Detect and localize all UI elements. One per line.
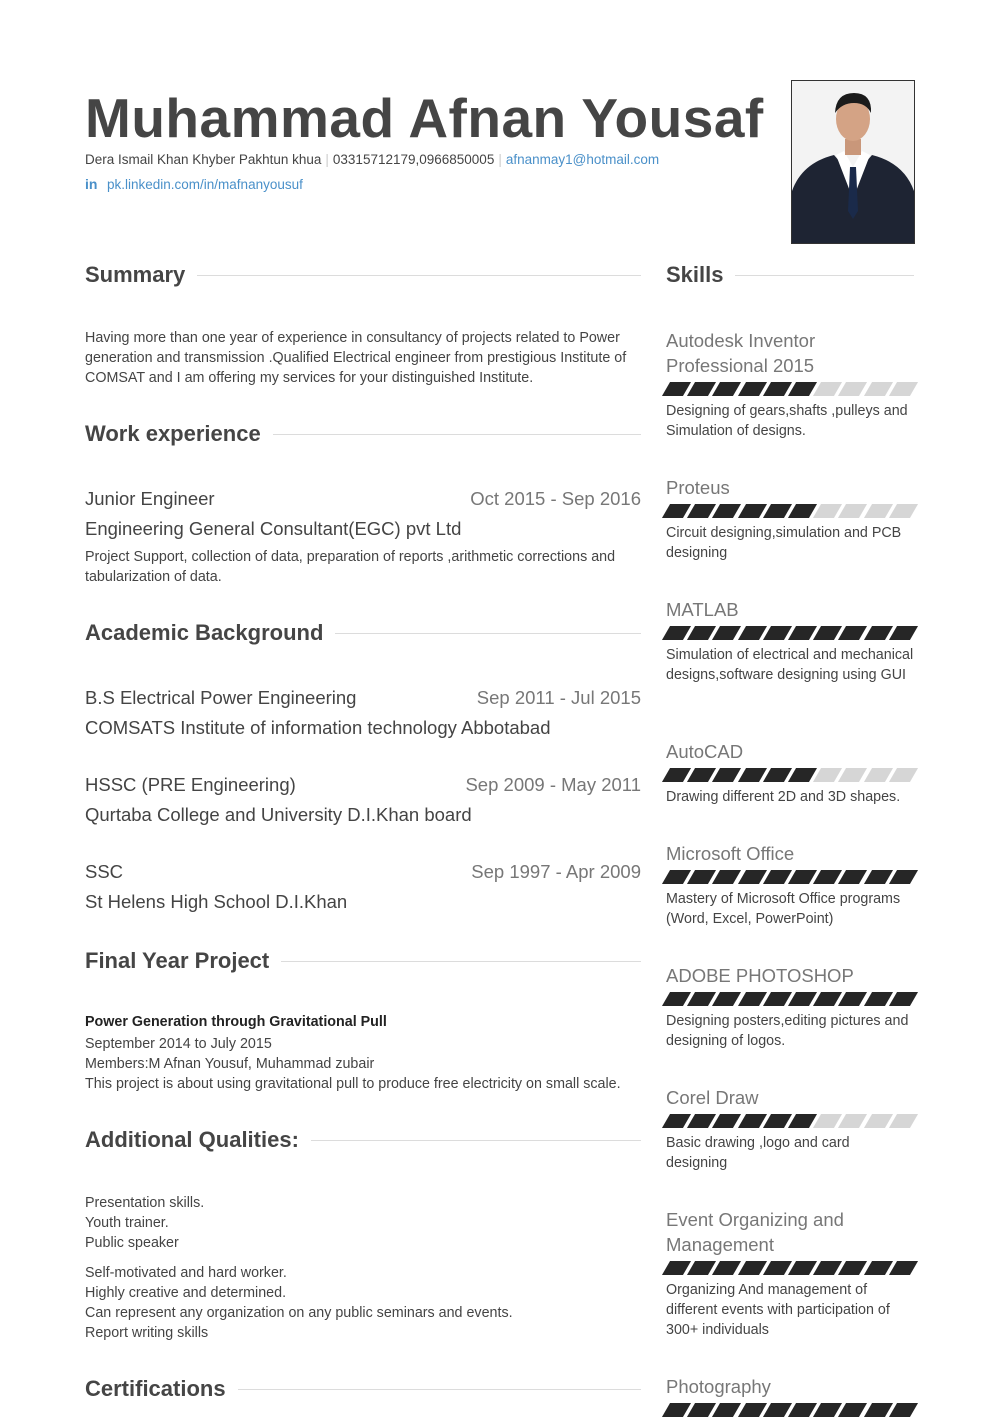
skill-segment-filled [838,870,867,884]
academic-title: Academic Background [85,620,324,645]
qualities-group [85,1193,641,1253]
skill-name: MATLAB [666,599,739,620]
skill-name: Photography [666,1376,771,1397]
linkedin-url[interactable]: pk.linkedin.com/in/mafnanyousuf [107,176,303,192]
skill-item [666,1207,914,1340]
skill-level-bar [666,1261,914,1275]
degree: HSSC (PRE Engineering) [85,774,296,795]
project-dates: September 2014 to July 2015 [85,1036,272,1052]
job-description: Project Support, collection of data, preparation of reports ,arithmetic corrections and tabularization of data. [85,549,616,585]
candidate-name: Muhammad Afnan Yousaf [85,87,764,149]
qualities-group [85,1263,641,1343]
skill-name: Microsoft Office [666,843,795,864]
skill-segment-filled [889,992,918,1006]
skill-segment-filled [889,1403,918,1417]
skill-item [666,1374,914,1417]
skill-segment-empty [838,1114,867,1128]
skill-segment-empty [838,768,867,782]
skill-segment-filled [864,992,893,1006]
contact-line [85,152,659,167]
job-role: Junior Engineer [85,488,215,509]
qualities-heading [85,1127,641,1153]
skill-segment-filled [712,870,741,884]
project-members: Members:M Afnan Yousuf, Muhammad zubair [85,1056,375,1072]
summary-text: Having more than one year of experience in consultancy of projects related to Power generation and transmission .Qualified Electrical engineer from prestigious Institute of COMSAT and I am offering my services for your distinguished Institute. [85,330,627,386]
skill-segment-filled [838,1403,867,1417]
project-title: Final Year Project [85,948,270,973]
quality-item: Self-motivated and hard worker. [85,1265,287,1281]
work-heading [85,421,641,447]
degree: SSC [85,861,124,882]
skill-level-bar [666,870,914,884]
skill-item [666,963,914,1051]
skill-segment-filled [712,504,741,518]
skill-segment-filled [889,870,918,884]
divider [273,434,641,435]
degree: B.S Electrical Power Engineering [85,687,357,708]
skill-level-bar [666,1114,914,1128]
degree-dates: Sep 2011 - Jul 2015 [476,687,641,708]
school: Qurtaba College and University D.I.Khan board [85,804,472,825]
separator: | [325,152,329,167]
skill-level-bar [666,504,914,518]
skill-item [666,328,914,441]
skill-segment-filled [712,626,741,640]
skill-segment-empty [889,504,918,518]
skill-segment-filled [738,992,767,1006]
skill-level-bar [666,768,914,782]
skill-segment-filled [889,626,918,640]
quality-item: Youth trainer. [85,1215,169,1231]
linkedin-icon: in [85,176,98,192]
phone-text: 03315712179,0966850005 [332,152,495,167]
skill-description: Designing posters,editing pictures and designing of logos. [666,1013,909,1049]
divider [281,961,641,962]
skill-segment-filled [838,626,867,640]
work-entry-header [85,488,641,510]
skill-segment-filled [712,1261,741,1275]
project-name: Power Generation through Gravitational Pull [85,1014,387,1030]
skill-segment-filled [738,504,767,518]
skill-level-bar [666,992,914,1006]
job-company: Engineering General Consultant(EGC) pvt Ltd [85,518,462,539]
skill-segment-filled [864,1403,893,1417]
skills-heading [666,262,914,288]
divider [735,275,914,276]
skills-title: Skills [666,262,724,287]
skill-segment-filled [738,626,767,640]
skill-level-bar [666,626,914,640]
skill-segment-filled [889,1261,918,1275]
certifications-title: Certifications [85,1376,226,1401]
degree-dates: Sep 1997 - Apr 2009 [471,861,641,882]
skill-item [666,475,914,563]
divider [238,1389,641,1390]
summary-heading [85,262,641,288]
divider [311,1140,641,1141]
skill-description: Mastery of Microsoft Office programs (Word, Excel, PowerPoint) [666,891,901,927]
profile-photo-image [792,81,914,243]
school: St Helens High School D.I.Khan [85,891,348,912]
skill-name: Proteus [666,477,730,498]
skill-item [666,739,914,807]
skill-segment-filled [712,768,741,782]
skill-segment-filled [864,870,893,884]
skill-segment-empty [889,382,918,396]
skill-item [666,597,914,685]
profile-photo [791,80,915,244]
summary-title: Summary [85,262,186,287]
skill-segment-empty [864,382,893,396]
skill-segment-filled [712,382,741,396]
skill-segment-filled [712,992,741,1006]
project-heading [85,948,641,974]
skill-segment-filled [738,1261,767,1275]
academic-heading [85,620,641,646]
skill-description: Simulation of electrical and mechanical designs,software designing using GUI [666,647,914,683]
skill-name: ADOBE PHOTOSHOP [666,965,854,986]
skill-segment-filled [838,1261,867,1275]
location-text: Dera Ismail Khan Khyber Pakhtun khua [85,152,322,167]
skill-name: AutoCAD [666,741,744,762]
skill-segment-filled [738,1114,767,1128]
skill-segment-filled [738,870,767,884]
skill-segment-filled [712,1403,741,1417]
quality-item: Presentation skills. [85,1195,205,1211]
school: COMSATS Institute of information technology Abbotabad [85,717,551,738]
education-entry-header [85,774,641,796]
quality-item: Highly creative and determined. [85,1285,287,1301]
skill-description: Designing of gears,shafts ,pulleys and Simulation of designs. [666,403,908,439]
skill-segment-filled [712,1114,741,1128]
skill-segment-filled [864,626,893,640]
skill-name: Event Organizing and Management [666,1209,844,1255]
divider [197,275,641,276]
education-entry-header [85,687,641,709]
skill-level-bar [666,1403,914,1417]
project-description: This project is about using gravitational pull to produce free electricity on small scale. [85,1076,621,1092]
skill-name: Autodesk Inventor Professional 2015 [666,330,816,376]
quality-item: Report writing skills [85,1325,209,1341]
skill-segment-filled [738,768,767,782]
skill-item [666,841,914,929]
skill-segment-filled [738,1403,767,1417]
skill-level-bar [666,382,914,396]
skill-item [666,1085,914,1173]
skill-description: Circuit designing,simulation and PCB designing [666,525,902,561]
education-entry-header [85,861,641,883]
skill-name: Corel Draw [666,1087,759,1108]
skill-segment-empty [864,504,893,518]
skill-segment-filled [838,992,867,1006]
skill-segment-empty [838,504,867,518]
skill-description: Basic drawing ,logo and card designing [666,1135,850,1171]
skill-segment-empty [864,768,893,782]
skill-segment-empty [838,382,867,396]
separator: | [498,152,502,167]
skill-segment-empty [864,1114,893,1128]
divider [335,633,641,634]
quality-item: Can represent any organization on any public seminars and events. [85,1305,513,1321]
job-dates: Oct 2015 - Sep 2016 [470,488,641,509]
qualities-title: Additional Qualities: [85,1127,299,1152]
skill-description: Organizing And management of different events with participation of 300+ individuals [666,1282,890,1338]
skill-segment-filled [738,382,767,396]
skill-segment-filled [864,1261,893,1275]
degree-dates: Sep 2009 - May 2011 [465,774,641,795]
email-link[interactable]: afnanmay1@hotmail.com [505,152,660,167]
quality-item: Public speaker [85,1235,179,1251]
work-title: Work experience [85,421,261,446]
certifications-heading [85,1376,641,1402]
skill-segment-empty [889,1114,918,1128]
linkedin-link[interactable] [85,176,303,192]
skill-segment-empty [889,768,918,782]
skill-description: Drawing different 2D and 3D shapes. [666,789,901,805]
